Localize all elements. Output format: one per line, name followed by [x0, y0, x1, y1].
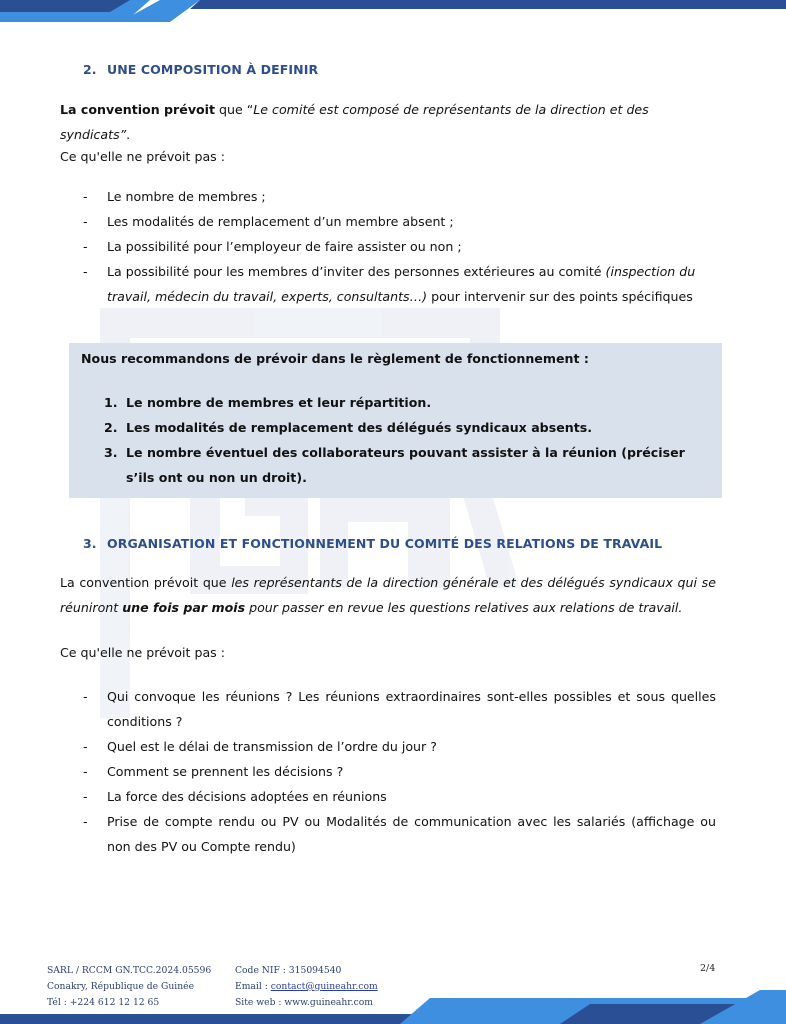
recommendation-item	[69, 415, 714, 440]
list-item: - Qui convoque les réunions ? Les réunions extraordinaires sont-elles possibles et sous quelles conditions ?	[83, 689, 716, 729]
section-3-heading	[83, 536, 662, 551]
footer-registration: SARL / RCCM GN.TCC.2024.05596	[47, 965, 212, 976]
intro-text: La convention prévoit que	[60, 575, 232, 590]
list-item-text: Comment se prennent les décisions ?	[107, 764, 344, 779]
intro-bold-text: La convention prévoit	[60, 102, 216, 117]
list-item: - Quel est le délai de transmission de l’ordre du jour ?	[83, 739, 437, 754]
section-title: UNE COMPOSITION À DEFINIR	[107, 62, 319, 77]
list-item: - Prise de compte rendu ou PV ou Modalités de communication avec les salariés (affichage ou non des PV ou Compte rendu)	[83, 814, 716, 854]
not-provided-label: Ce qu'elle ne prévoit pas :	[60, 645, 225, 660]
intro-end: .	[126, 127, 131, 142]
footer-email-link[interactable]: contact@guineahr.com	[270, 981, 378, 992]
footer-website: Site web : www.guineahr.com	[235, 997, 373, 1008]
list-item: - Le nombre de membres ;	[83, 189, 266, 204]
list-item: - Les modalités de remplacement d’un membre absent ;	[83, 214, 454, 229]
section-title: ORGANISATION ET FONCTIONNEMENT DU COMITÉ DES RELATIONS DE TRAVAIL	[107, 536, 663, 551]
section-3-list	[60, 684, 716, 859]
item-text: Les modalités de remplacement des délégués syndicaux absents.	[126, 420, 593, 435]
recommendation-title: Nous recommandons de prévoir dans le règlement de fonctionnement :	[81, 351, 589, 366]
item-number: 2.	[104, 420, 118, 435]
item-number: 1.	[104, 395, 118, 410]
footer-address: Conakry, République de Guinée	[47, 981, 195, 992]
header-bar-graphic	[0, 0, 786, 22]
not-provided-label: Ce qu'elle ne prévoit pas :	[60, 149, 225, 164]
section-number: 2.	[83, 62, 97, 77]
footer-phone: Tél : +224 612 12 12 65	[47, 997, 160, 1008]
item-number: 3.	[104, 445, 118, 460]
list-item-text: La possibilité pour l’employeur de faire assister ou non ;	[107, 239, 462, 254]
footer-nif: Code NIF : 315094540	[235, 965, 342, 976]
section-2-intro	[60, 97, 716, 147]
list-item-text: Le nombre de membres ;	[107, 189, 266, 204]
recommendation-box	[69, 343, 722, 498]
list-item-text: La force des décisions adoptées en réunions	[107, 789, 387, 804]
footer-bar-graphic	[0, 990, 786, 1024]
recommendation-list	[69, 390, 714, 490]
intro-emphasis: une fois par mois	[122, 600, 246, 615]
section-2-heading	[83, 62, 318, 77]
page-number: 2/4	[700, 963, 716, 974]
recommendation-item	[69, 390, 714, 415]
list-item-text: La possibilité pour les membres d’inviter des personnes extérieures au comité	[107, 264, 606, 279]
section-3-intro	[60, 570, 716, 620]
list-item-end: pour intervenir sur des points spécifiques	[427, 289, 693, 304]
section-2-list	[60, 184, 716, 309]
list-item-text: Prise de compte rendu ou PV ou Modalités de communication avec les salariés (affichage ou non des PV ou Compte rendu)	[107, 814, 716, 854]
list-item: - Comment se prennent les décisions ?	[83, 764, 344, 779]
recommendation-item	[69, 440, 714, 490]
intro-italic-end: pour passer en revue les questions relatives aux relations de travail.	[245, 600, 683, 615]
intro-text: que “	[215, 102, 254, 117]
list-item-italic: (inspection du travail, médecin du travail, experts, consultants…)	[107, 264, 696, 304]
item-text: Le nombre éventuel des collaborateurs pouvant assister à la réunion (préciser s’ils ont ou non un droit).	[126, 445, 685, 485]
section-number: 3.	[83, 536, 97, 551]
list-item-text: Quel est le délai de transmission de l’ordre du jour ?	[107, 739, 437, 754]
intro-quote: Le comité est composé de représentants de la direction et des syndicats”	[60, 102, 649, 142]
list-item-text: Qui convoque les réunions ? Les réunions extraordinaires sont-elles possibles et sous quelles conditions ?	[107, 689, 716, 729]
list-item: - La possibilité pour l’employeur de faire assister ou non ;	[83, 239, 462, 254]
list-item-text: Les modalités de remplacement d’un membre absent ;	[107, 214, 454, 229]
list-item: - La force des décisions adoptées en réunions	[83, 789, 387, 804]
item-text: Le nombre de membres et leur répartition.	[126, 395, 432, 410]
intro-italic: les représentants de la direction générale et des délégués syndicaux qui se réuniront	[60, 575, 716, 615]
list-item: - La possibilité pour les membres d’inviter des personnes extérieures au comité (inspection du travail, médecin du travail, experts, consultants…) pour intervenir sur des points spécifiques	[83, 264, 696, 304]
footer-email-label: Email :	[235, 981, 271, 992]
